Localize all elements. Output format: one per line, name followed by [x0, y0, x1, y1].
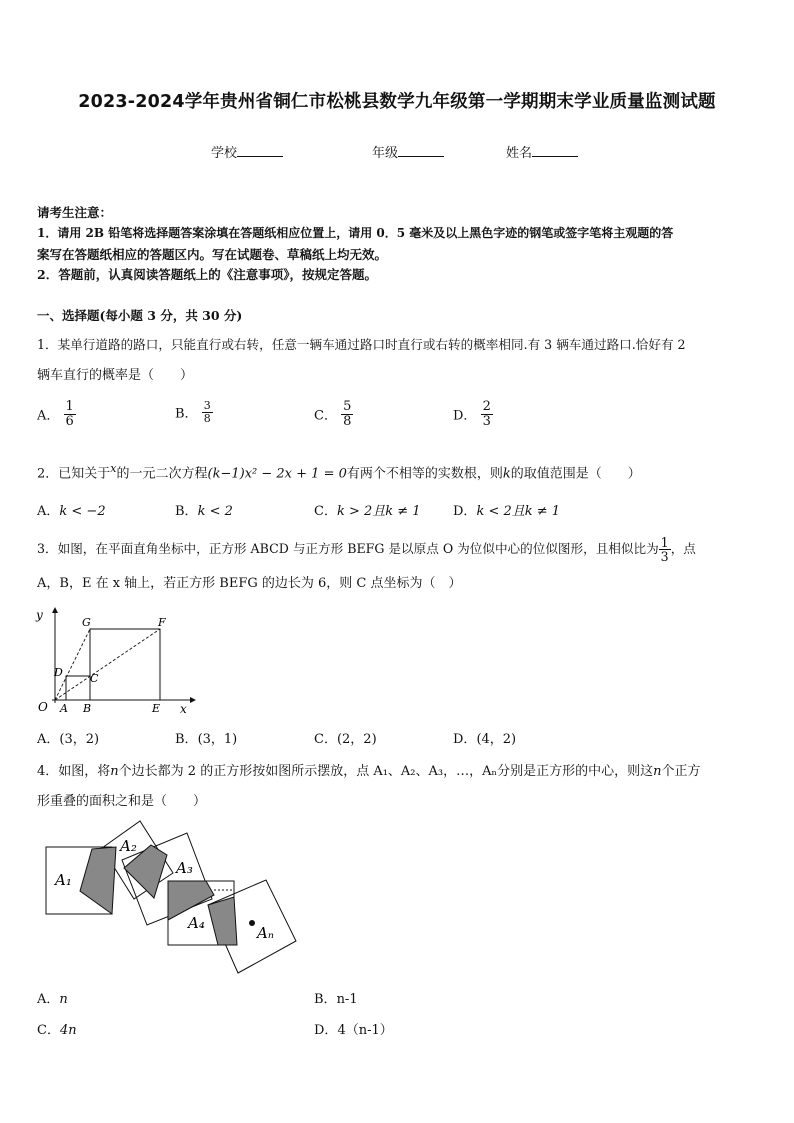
notice-item1-line2: 案写在答题纸相应的答题区内。写在试题卷、草稿纸上均无效。	[37, 247, 388, 262]
q1-option-a	[37, 400, 76, 428]
q4-overlap-1	[80, 847, 116, 914]
q3-label-f: F	[158, 616, 166, 629]
q3-option-b	[175, 728, 237, 747]
q3-label-x: x	[180, 702, 187, 716]
q4-line1-b: 个边长都为 2 的正方形按如图所示摆放，点 A₁、A₂、A₃，…，Aₙ分别是正方形的中心，则这	[118, 764, 654, 779]
q4-var-n: n	[110, 764, 119, 779]
q1-option-a-num: 1	[65, 399, 74, 414]
q3-option-c	[314, 728, 377, 747]
q3-option-a-label: A．	[37, 732, 60, 747]
q3-ray-og	[55, 629, 90, 700]
q2-option-b-label: B．	[175, 504, 198, 519]
q3-option-d-label: D．	[453, 732, 477, 747]
q1-option-a-label: A．	[37, 408, 60, 424]
q2-option-b-text: k < 2	[197, 504, 233, 519]
q4-option-d-label: D．	[314, 1023, 338, 1038]
q2-var-x: x	[110, 462, 117, 475]
q2-option-c	[314, 500, 421, 519]
q2-stem	[37, 462, 641, 481]
q3-option-d-text: (4，2)	[476, 732, 517, 747]
q3-line1	[37, 536, 696, 563]
q3-option-c-label: C．	[314, 732, 337, 747]
q3-ratio-num: 1	[660, 535, 669, 550]
q2-option-c-text: k > 2且k ≠ 1	[336, 504, 421, 519]
q1-option-c-fraction	[341, 400, 353, 428]
name-field	[506, 142, 578, 161]
q4-option-d-text: 4（n-1）	[337, 1023, 393, 1038]
q4-line1-c: 个正方	[661, 764, 701, 779]
q4-label-a4: A₄	[188, 914, 205, 932]
q2-option-a-text: k < −2	[59, 504, 106, 519]
q2-suffix: 有两个不相等的实数根，则	[346, 466, 503, 482]
q3-label-g: G	[82, 616, 91, 629]
q2-option-c-label: C．	[314, 504, 337, 519]
q4-option-a-label: A．	[37, 992, 60, 1007]
q2-option-a-label: A．	[37, 504, 60, 519]
q3-label-d: D	[54, 666, 63, 679]
q4-option-a	[37, 988, 68, 1007]
q3-line2: A，B，E 在 x 轴上，若正方形 BEFG 的边长为 6，则 C 点坐标为（ ）	[37, 576, 462, 591]
q4-option-b-text: n-1	[336, 992, 358, 1007]
q3-option-d	[453, 728, 516, 747]
q3-line1-text: 3．如图，在平面直角坐标中，正方形 ABCD 与正方形 BEFG 是以原点 O 为位似中心的位似图形，且相似比为	[37, 541, 659, 557]
q1-option-b-den: 8	[203, 411, 211, 425]
q2-option-b	[175, 500, 233, 519]
q4-var-n2: n	[653, 764, 662, 779]
q1-option-d-fraction	[481, 400, 493, 428]
q3-option-c-text: (2，2)	[336, 732, 377, 747]
q2-option-d-label: D．	[453, 504, 477, 519]
q2-option-d-text: k < 2且k ≠ 1	[476, 504, 561, 519]
q3-label-o: O	[38, 700, 48, 714]
school-blank	[237, 143, 283, 157]
q4-label-a3: A₃	[176, 859, 193, 877]
q3-option-b-text: (3，1)	[197, 732, 238, 747]
q3-label-c: C	[90, 672, 99, 685]
q3-option-a	[37, 728, 99, 747]
q2-option-d	[453, 500, 560, 519]
q1-option-a-den: 6	[65, 413, 74, 429]
q4-label-a2: A₂	[120, 837, 137, 855]
q3-option-b-label: B．	[175, 732, 198, 747]
q1-line2: 辆车直行的概率是（ ）	[37, 368, 194, 383]
q1-option-b-fraction	[202, 400, 213, 424]
q3-square-befg	[90, 629, 160, 700]
school-label: 学校	[211, 146, 238, 161]
q1-option-d	[453, 400, 493, 428]
q2-option-a	[37, 500, 106, 519]
notice-heading: 请考生注意：	[37, 205, 113, 220]
q1-option-c	[314, 400, 353, 428]
q3-x-arrow	[190, 697, 196, 703]
q4-line1	[37, 760, 701, 779]
q4-overlap-4	[208, 897, 237, 945]
q4-option-b	[314, 988, 358, 1007]
q4-option-b-label: B．	[314, 992, 337, 1007]
school-field	[211, 142, 283, 161]
q4-option-d	[314, 1019, 393, 1038]
q4-label-an: Aₙ	[257, 924, 274, 942]
q1-line1: 1．某单行道路的路口，只能直行或右转，任意一辆车通过路口时直行或右转的概率相同.有 3 辆车通过路口.恰好有 2	[37, 337, 686, 352]
q3-figure	[30, 605, 200, 717]
q4-center-an-dot	[249, 920, 255, 926]
q1-option-c-den: 8	[343, 413, 352, 429]
q1-option-c-label: C．	[314, 408, 337, 424]
q3-label-b: B	[83, 702, 92, 715]
q4-option-c-label: C．	[37, 1023, 60, 1038]
q1-option-b	[175, 400, 213, 424]
name-blank	[532, 143, 578, 157]
q2-equation: (k−1)x² − 2x + 1 = 0	[207, 466, 347, 482]
q3-option-a-text: (3，2)	[59, 732, 100, 747]
q4-label-a1: A₁	[55, 871, 72, 889]
q1-option-c-num: 5	[343, 399, 352, 414]
name-label: 姓名	[506, 146, 533, 161]
page-title: 2023-2024学年贵州省铜仁市松桃县数学九年级第一学期期末学业质量监测试题	[78, 92, 716, 112]
notice-item2: 2．答题前，认真阅读答题纸上的《注意事项》，按规定答题。	[37, 267, 377, 282]
q3-ratio	[659, 536, 671, 563]
grade-blank	[398, 143, 444, 157]
q3-line1-end: ，点	[670, 541, 696, 557]
q3-ratio-den: 3	[660, 549, 669, 565]
q4-line2: 形重叠的面积之和是（ ）	[37, 794, 207, 809]
q3-square-abcd	[66, 676, 90, 700]
notice-item1-line1: 1．请用 2B 铅笔将选择题答案涂填在答题纸相应位置上，请用 0．5 毫米及以上黑色字迹的钢笔或签字笔将主观题的答	[37, 226, 674, 240]
q4-option-c	[37, 1019, 77, 1038]
q2-var-k: k	[502, 466, 511, 482]
q2-mid: 的一元二次方程	[116, 466, 208, 482]
q3-label-e: E	[152, 702, 161, 715]
q3-label-y: y	[36, 608, 43, 622]
q1-option-d-label: D．	[453, 408, 477, 424]
q3-ray-of	[55, 629, 160, 700]
q1-option-b-label: B．	[175, 406, 198, 422]
q3-label-a: A	[60, 702, 68, 715]
grade-field	[372, 142, 444, 161]
q2-prefix: 2．已知关于	[37, 466, 111, 482]
q4-figure	[40, 815, 305, 980]
q1-option-a-fraction	[64, 400, 76, 428]
grade-label: 年级	[372, 146, 399, 161]
q1-option-d-num: 2	[482, 399, 491, 414]
q4-option-a-text: n	[59, 992, 68, 1007]
q4-line1-a: 4．如图，将	[37, 764, 111, 779]
q3-y-arrow	[52, 607, 58, 613]
q2-end: 的取值范围是（ ）	[510, 466, 641, 482]
q4-option-c-text: 4n	[59, 1023, 77, 1038]
q1-option-d-den: 3	[482, 413, 491, 429]
q1-option-b-num: 3	[203, 399, 211, 412]
section-heading: 一、选择题(每小题 3 分，共 30 分)	[37, 308, 243, 323]
